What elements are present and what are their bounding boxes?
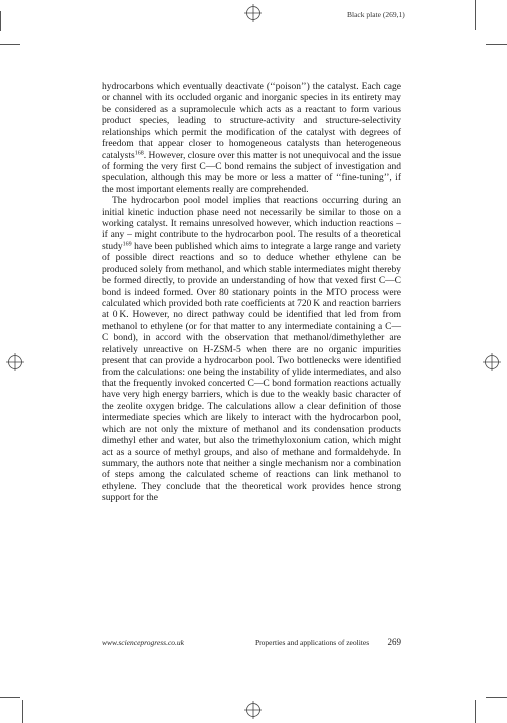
registration-mark-icon <box>244 4 262 22</box>
registration-mark-icon <box>483 353 501 371</box>
footer-url: www.scienceprogress.co.uk <box>102 638 184 647</box>
crop-mark <box>0 44 20 45</box>
text-run: The hydrocarbon pool model implies that reactions occurring during an initial kinetic induction phase need not necessarily be similar to those on a working catalyst. It remains unresolved however, which induction reactions – if any – might contribute to the hydrocarbon pool. The results of a theoretical study <box>102 196 401 252</box>
registration-mark-icon <box>6 353 24 371</box>
citation-superscript: 168 <box>134 150 144 157</box>
body-text <box>102 82 401 505</box>
text-run: . However, closure over this matter is not unequivocal and the issue of forming the very first C—C bond remains the subject of investigation and speculation, although this may be more or less a matter of ‘‘fine-tuning’’, if the most important elements really are comprehended. <box>102 150 401 195</box>
text-run: hydrocarbons which eventually deactivate (‘‘poison’’) the catalyst. Each cage or channel with its occluded organic and inorganic species in its entirety may be considered as a supramolecule which acts as a reactant to form various product species, leading to structure-activity and structure-selectivity relationships which permit the modification of the catalyst with degrees of freedom that appear closer to homogeneous catalysts than heterogeneous catalysts <box>102 82 401 161</box>
crop-mark <box>475 700 476 723</box>
crop-mark <box>486 44 507 45</box>
text-run: have been published which aims to integrate a large range and variety of possible direct reactions and so to deduce whether ethylene can be produced solely from methanol, and which stable intermediates might thereby be formed directly, to provide an understanding of how that vexed first C—C bond is indeed formed. Over 80 stationary points in the MTO process were calculated which provided both rate coefficients at 720 K and reaction barriers at 0 K. However, no direct pathway could be identified that led from from methanol to ethylene (or for that matter to any intermediate containing a C—C bond), in accord with the observation that methanol/dimethylether are relatively unreactive on H-ZSM-5 when there are no organic impurities present that can provide a hydrocarbon pool. Two bottlenecks were identified from the calculations: one being the instability of ylide intermediates, and also that the frequently invoked concerted C—C bond formation reactions actually have very high energy barriers, which is due to the weakly basic character of the zeolite oxygen bridge. The calculations allow a clear definition of those intermediate species which are likely to interact with the hydrocarbon pool, which are not only the mixture of methanol and its condensation products dimethyl ether and water, but also the trimethyloxonium cation, which might act as a source of methyl groups, and also of methane and formaldehyde. In summary, the authors note that neither a single mechanism nor a combination of steps among the calculated scheme of reactions can link methanol to ethylene. They conclude that the theoretical work provides hence strong support for the <box>102 241 401 504</box>
crop-mark <box>0 697 20 698</box>
paragraph <box>102 196 401 504</box>
registration-mark-icon <box>244 701 262 719</box>
running-head: Properties and applications of zeolites <box>255 638 370 647</box>
crop-mark <box>0 11 1 31</box>
page-number: 269 <box>387 637 401 647</box>
paragraph <box>102 82 401 196</box>
crop-mark <box>486 697 507 698</box>
crop-mark <box>475 0 476 30</box>
citation-superscript: 169 <box>122 241 132 248</box>
crop-mark <box>22 700 23 723</box>
plate-label: Black plate (269,1) <box>347 10 405 19</box>
